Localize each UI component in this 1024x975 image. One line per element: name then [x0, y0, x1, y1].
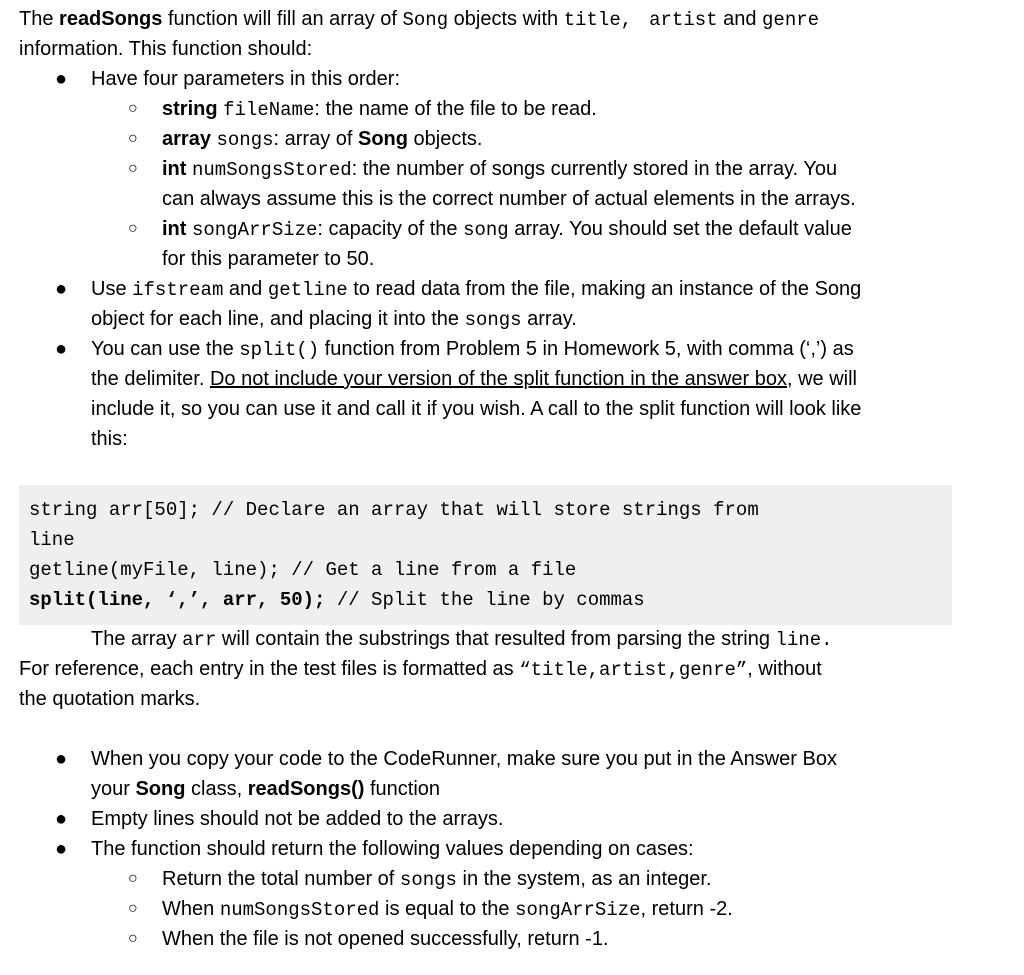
param-songs: array songs: array of Song objects.: [162, 128, 483, 151]
param-filename: string fileName: the name of the file to be read.: [162, 98, 597, 121]
intro-line-2: information. This function should:: [19, 38, 313, 60]
return-case-2: When numSongsStored is equal to the songArrSize, return -2.: [162, 898, 733, 921]
param-numsongsstored-cont: can always assume this is the correct number of actual elements in the arrays.: [162, 188, 856, 210]
bullet-icon: ●: [55, 338, 68, 360]
code-line-2: line: [29, 529, 75, 551]
split-line-4: this:: [91, 428, 128, 450]
circle-bullet-icon: ○: [128, 870, 138, 887]
return-case-3: When the file is not opened successfully, return -1.: [162, 928, 609, 950]
bullet-icon: ●: [55, 278, 68, 300]
use-ifstream-line-1: Use ifstream and getline to read data from the file, making an instance of the Song: [91, 278, 862, 301]
param-songarrsize-cont: for this parameter to 50.: [162, 248, 375, 270]
bullet-icon: ●: [55, 68, 68, 90]
return-case-1: Return the total number of songs in the system, as an integer.: [162, 868, 712, 891]
split-line-3: include it, so you can use it and call it if you wish. A call to the split function will look like: [91, 398, 862, 420]
code-line-4: split(line, ‘,’, arr, 50); // Split the line by commas: [29, 589, 645, 611]
bullet-icon: ●: [55, 838, 68, 860]
final-bullet-3: The function should return the following values depending on cases:: [91, 838, 694, 860]
after-line-1: The array arr will contain the substrings that resulted from parsing the string line.: [91, 628, 833, 651]
code-line-3: getline(myFile, line); // Get a line from a file: [29, 559, 577, 581]
circle-bullet-icon: ○: [128, 220, 138, 237]
bullet-icon: ●: [55, 748, 68, 770]
code-line-1: string arr[50]; // Declare an array that will store strings from: [29, 499, 759, 521]
bullet-icon: ●: [55, 808, 68, 830]
final-bullet-1-line-1: When you copy your code to the CodeRunner, make sure you put in the Answer Box: [91, 748, 837, 770]
final-bullet-1-line-2: your Song class, readSongs() function: [91, 778, 441, 800]
circle-bullet-icon: ○: [128, 100, 138, 117]
intro-line-1: The readSongs function will fill an array of Song objects with title, artist and genre: [19, 8, 820, 31]
code-block: [19, 485, 952, 625]
circle-bullet-icon: ○: [128, 900, 138, 917]
split-line-2: the delimiter. Do not include your version of the split function in the answer box, we will: [91, 368, 857, 390]
after-line-3: the quotation marks.: [19, 688, 201, 710]
final-bullet-2: Empty lines should not be added to the arrays.: [91, 808, 504, 830]
split-line-1: You can use the split() function from Problem 5 in Homework 5, with comma (‘,’) as: [91, 338, 854, 361]
after-line-2: For reference, each entry in the test files is formatted as “title,artist,genre”, without: [19, 658, 822, 681]
circle-bullet-icon: ○: [128, 160, 138, 177]
param-songarrsize: int songArrSize: capacity of the song array. You should set the default value: [162, 218, 852, 241]
use-ifstream-line-2: object for each line, and placing it into the songs array.: [91, 308, 577, 331]
params-header: Have four parameters in this order:: [91, 68, 401, 90]
split-warning-underlined: Do not include your version of the split function in the answer box: [209, 368, 787, 390]
circle-bullet-icon: ○: [128, 130, 138, 147]
circle-bullet-icon: ○: [128, 930, 138, 947]
param-numsongsstored: int numSongsStored: the number of songs currently stored in the array. You: [162, 158, 838, 181]
